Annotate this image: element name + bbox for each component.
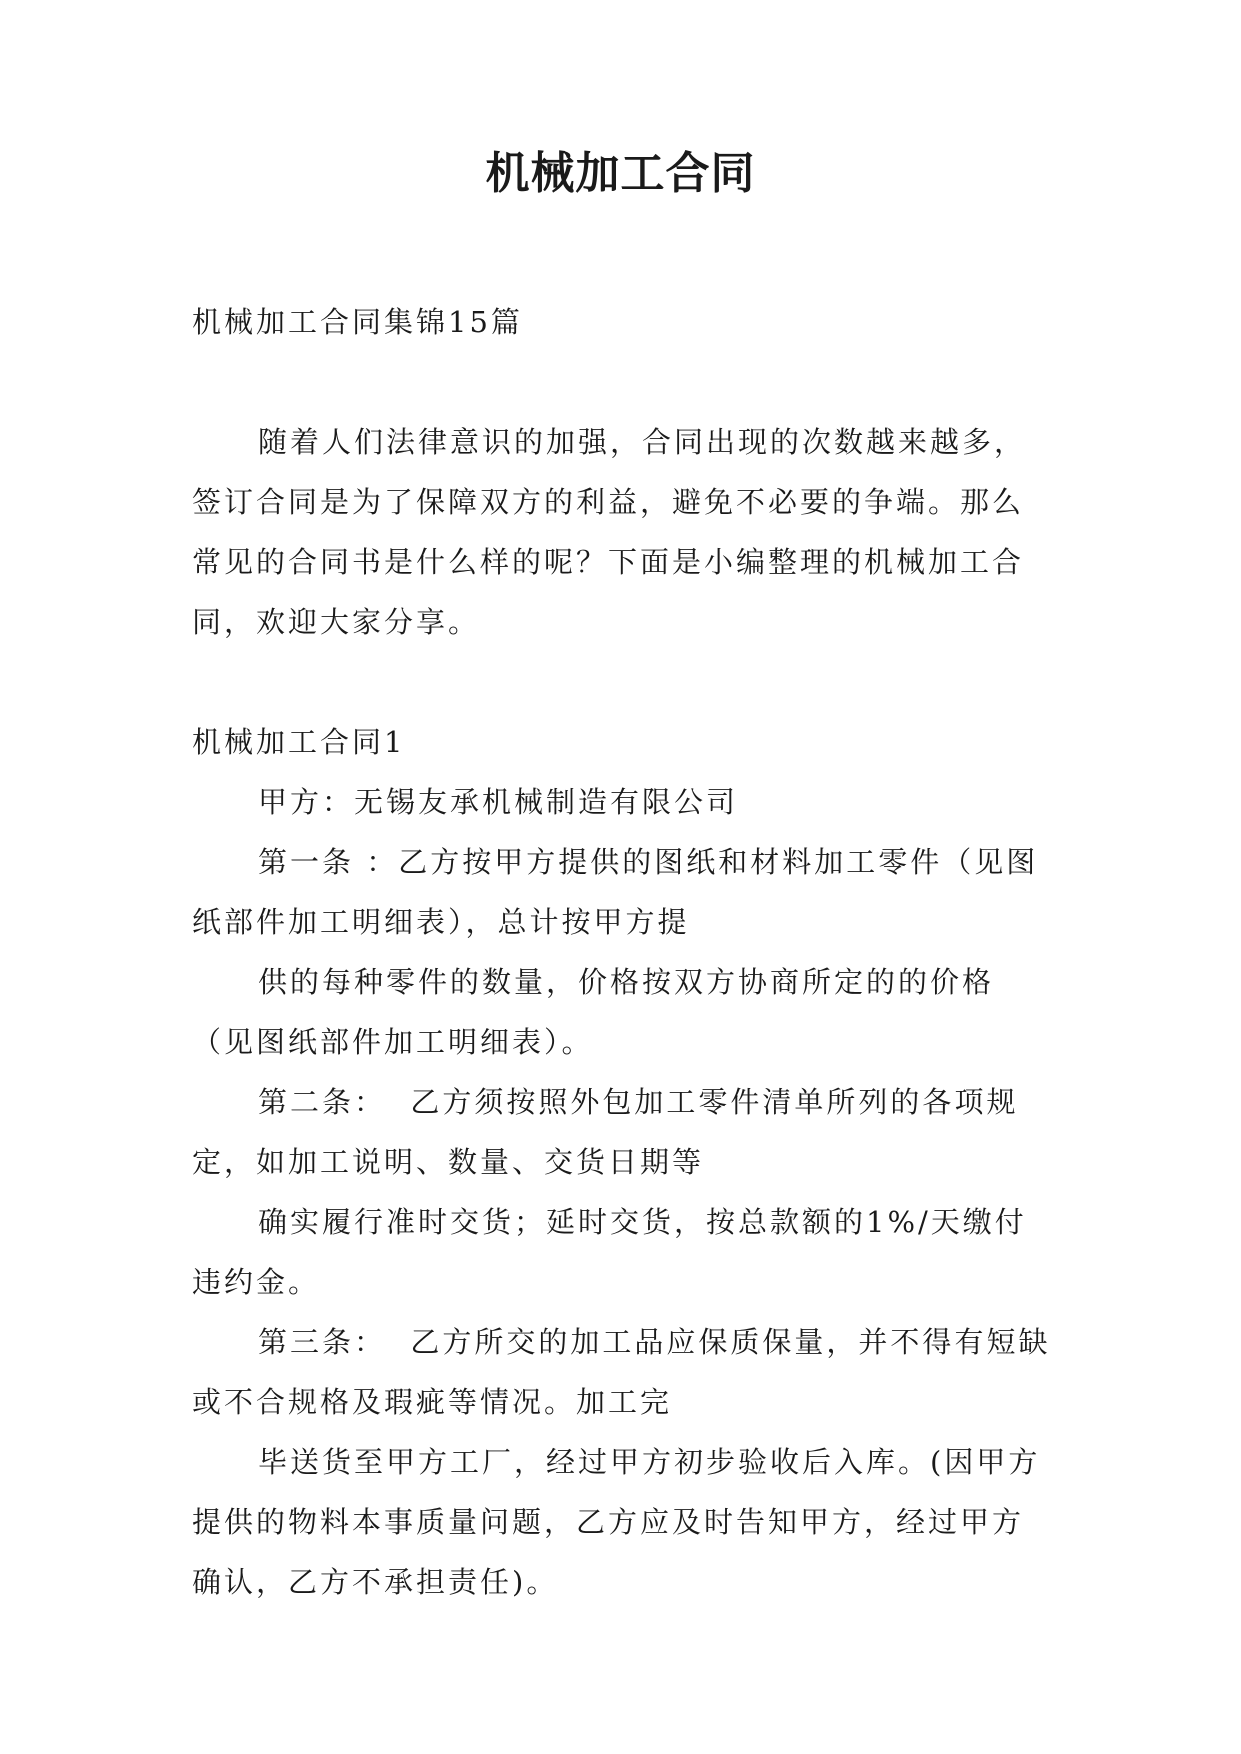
article-2-continuation: 确实履行准时交货；延时交货，按总款额的1%/天缴付违约金。 xyxy=(192,1205,1027,1299)
article-3-paragraph: 第三条： 乙方所交的加工品应保质保量，并不得有短缺或不合规格及瑕疵等情况。加工完 xyxy=(192,1325,1051,1419)
article-1-continuation: 供的每种零件的数量，价格按双方协商所定的的价格（见图纸部件加工明细表）。 xyxy=(192,965,995,1059)
document-body xyxy=(192,292,1052,1612)
subtitle: 机械加工合同集锦15篇 xyxy=(192,305,523,339)
article-1-paragraph: 第一条 ：乙方按甲方提供的图纸和材料加工零件（见图纸部件加工明细表），总计按甲方提 xyxy=(192,845,1039,939)
section-heading: 机械加工合同1 xyxy=(192,725,406,759)
spacer xyxy=(192,352,1052,412)
article-2-paragraph: 第二条： 乙方须按照外包加工零件清单所列的各项规定，如加工说明、数量、交货日期等 xyxy=(192,1085,1019,1179)
article-3-continuation: 毕送货至甲方工厂，经过甲方初步验收后入库。(因甲方提供的物料本事质量问题，乙方应及时告知甲方，经过甲方确认，乙方不承担责任)。 xyxy=(192,1445,1041,1599)
party-a-paragraph: 甲方：无锡友承机械制造有限公司 xyxy=(258,785,739,819)
document-title: 机械加工合同 xyxy=(485,148,756,199)
spacer xyxy=(192,652,1052,712)
intro-paragraph: 随着人们法律意识的加强，合同出现的次数越来越多，签订合同是为了保障双方的利益，避免不必要的争端。那么常见的合同书是什么样的呢？下面是小编整理的机械加工合同，欢迎大家分享。 xyxy=(192,425,1027,639)
